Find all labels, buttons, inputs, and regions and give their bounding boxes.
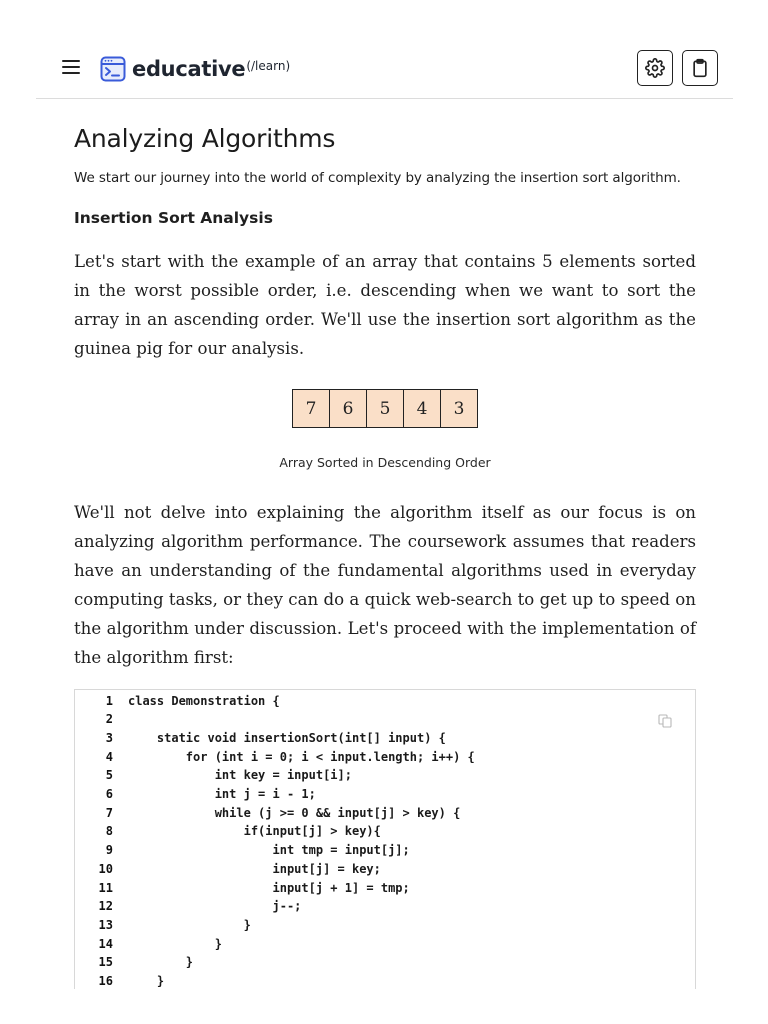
line-number: 14 — [98, 936, 113, 951]
array-cell: 5 — [366, 389, 404, 428]
code-line — [75, 822, 381, 841]
code-editor[interactable] — [74, 689, 696, 989]
line-number: 13 — [98, 917, 113, 932]
terminal-window-logo — [100, 56, 126, 82]
code-text: int key = input[i]; — [128, 768, 352, 783]
educative-logo[interactable] — [100, 54, 290, 82]
line-number: 11 — [98, 880, 113, 895]
code-text: j--; — [128, 899, 302, 914]
array-cell: 3 — [440, 389, 478, 428]
code-line — [75, 692, 280, 711]
code-text: class Demonstration { — [128, 693, 280, 708]
array-cell: 7 — [292, 389, 330, 428]
line-number: 5 — [105, 768, 113, 783]
line-number: 2 — [105, 712, 113, 727]
figure-caption: Array Sorted in Descending Order — [279, 455, 491, 470]
code-line — [75, 710, 128, 729]
code-line — [75, 916, 251, 935]
code-line — [75, 879, 410, 898]
lesson-content — [74, 122, 696, 672]
code-line — [75, 972, 164, 989]
code-line — [75, 729, 446, 748]
code-text: input[j] = key; — [128, 861, 381, 876]
code-text: } — [128, 917, 251, 932]
code-line — [75, 748, 475, 767]
line-number: 9 — [105, 843, 113, 858]
copy-icon — [657, 713, 673, 729]
code-line — [75, 785, 316, 804]
code-line — [75, 897, 301, 916]
line-number: 4 — [105, 749, 113, 764]
line-number: 7 — [105, 805, 113, 820]
code-line — [75, 953, 193, 972]
code-line — [75, 766, 352, 785]
code-text: if(input[j] > key){ — [128, 824, 381, 839]
line-number: 8 — [105, 824, 113, 839]
paragraph-intro: Let's start with the example of an array that contains 5 elements sorted in the worst possible order, i.e. descending when we want to sort the array in an ascending order. We'll use the insertion sort algorithm as the guinea pig for our analysis. — [74, 252, 696, 358]
brand-suffix: (/learn) — [246, 59, 291, 73]
line-number: 3 — [105, 730, 113, 745]
array-cell: 4 — [403, 389, 441, 428]
array-figure — [74, 389, 696, 428]
code-text: for (int i = 0; i < input.length; i++) { — [128, 749, 475, 764]
code-line — [75, 935, 222, 954]
paragraph-implementation: We'll not delve into explaining the algorithm itself as our focus is on analyzing algorithm performance. The coursework assumes that readers have an understanding of the fundamental algorithms used in everyday computing tasks, or they can do a quick web-search to get up to speed on the algorithm under discussion. Let's proceed with the implementation of the algorithm first: — [74, 503, 696, 667]
code-line — [75, 860, 381, 879]
code-text: } — [128, 955, 194, 970]
section-heading: Insertion Sort Analysis — [74, 209, 273, 227]
array-cells — [292, 389, 478, 428]
code-text: input[j + 1] = tmp; — [128, 880, 410, 895]
lesson-summary: We start our journey into the world of complexity by analyzing the insertion sort algorithm. — [74, 170, 681, 186]
top-header — [36, 0, 733, 99]
line-number: 16 — [98, 974, 113, 988]
code-text: int j = i - 1; — [128, 787, 316, 801]
code-line — [75, 841, 410, 860]
clipboard-button[interactable] — [682, 50, 718, 86]
brand-name: educative — [132, 57, 246, 81]
code-text: int tmp = input[j]; — [128, 843, 410, 858]
array-cell: 6 — [329, 389, 367, 428]
code-text: while (j >= 0 && input[j] > key) { — [128, 805, 461, 820]
settings-button[interactable] — [637, 50, 673, 86]
gear-icon — [645, 58, 665, 78]
code-line — [75, 804, 460, 823]
page-title: Analyzing Algorithms — [74, 124, 336, 153]
line-number: 10 — [98, 861, 113, 876]
code-text: static void insertionSort(int[] input) { — [128, 730, 446, 745]
hamburger-icon[interactable] — [61, 57, 81, 73]
code-text: } — [128, 936, 222, 951]
line-number: 12 — [98, 899, 113, 914]
code-text: } — [128, 974, 165, 988]
copy-code-button[interactable] — [657, 713, 673, 729]
line-number: 1 — [105, 693, 113, 708]
line-number: 15 — [98, 955, 113, 970]
clipboard-icon — [690, 58, 710, 78]
line-number: 6 — [105, 787, 113, 801]
